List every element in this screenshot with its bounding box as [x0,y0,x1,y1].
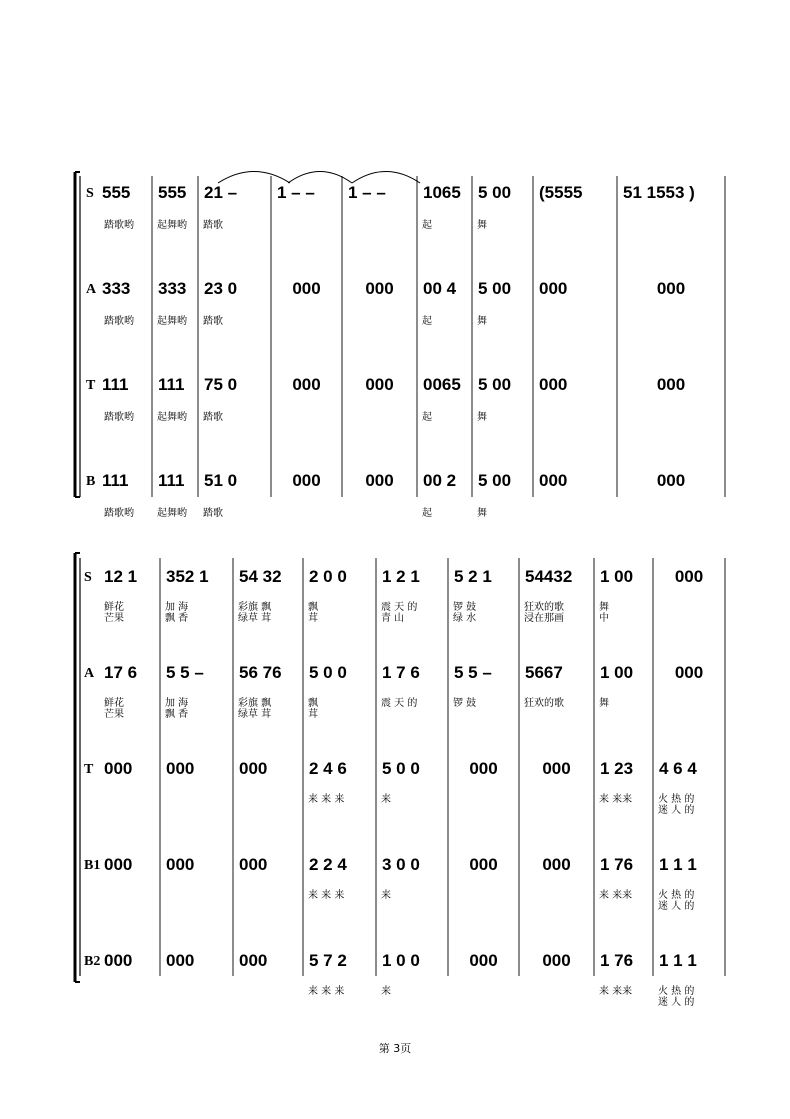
lyric-line: 迷 人 的 [658,901,695,912]
measure-notes: 352 1 [166,567,209,586]
measure-notes: 000 [469,759,498,778]
measure-notes: 51 0 [204,471,238,490]
lyric-line: 震 天 的 [381,698,418,709]
measure-notes: 4 6 4 [659,759,697,778]
part-label: T [86,378,96,393]
lyric-line: 起舞哟 [157,508,187,519]
lyric-line: 绿草 茸 [238,613,272,624]
measure-notes: 000 [656,471,686,490]
measure-notes: 000 [292,279,321,298]
lyric-line: 来 来来 [599,794,633,805]
measure-notes: 000 [365,375,394,394]
lyric-line: 来 来来 [599,986,633,997]
measure-notes: 000 [674,567,704,586]
lyric-line: 来 来来 [599,890,633,901]
measure-notes: 75 0 [204,375,238,394]
measure-notes: 1 2 1 [382,567,420,586]
measure-notes: 51 1553 ) [623,183,695,202]
measure-notes: 111 [158,471,185,490]
part-label: S [84,570,92,585]
measure-notes: 000 [539,279,568,298]
measure-notes: 1065 [423,183,461,202]
measure-notes: 000 [542,759,571,778]
lyric-line: 中 [599,613,609,624]
measure-notes: 5 00 [478,375,512,394]
lyric-line: 来 来 来 [308,890,345,901]
lyric-line: 来 [381,890,391,901]
part-label: B1 [84,858,101,873]
measure-notes: 000 [656,279,686,298]
lyric-line: 锣 鼓 [453,602,477,613]
measure-notes: 000 [365,471,394,490]
measure-notes: 5 0 0 [309,663,347,682]
lyric-line: 舞 [477,316,487,327]
lyric-line: 芒果 [104,709,124,720]
measure-notes: 333 [102,279,131,298]
lyric-line: 彩旗 飘 [238,602,272,613]
measure-notes: 54 32 [239,567,282,586]
lyric-line: 加 海 [165,602,189,613]
measure-notes: 000 [539,471,568,490]
lyric-line: 飘 [308,602,318,613]
lyric-line: 舞 [477,412,487,423]
lyric-line: 震 天 的 [381,602,418,613]
measure-notes: 000 [239,951,268,970]
lyric-line: 踏歌哟 [104,412,134,423]
measure-notes: 1 1 1 [659,855,697,874]
measure-notes: 000 [166,855,195,874]
page-number: 第 3页 [378,1042,412,1055]
lyric-line: 来 [381,794,391,805]
measure-notes: 333 [158,279,187,298]
part-label: A [84,666,95,681]
measure-notes: 1 76 [600,855,634,874]
measure-notes: 56 76 [239,663,282,682]
measure-notes: 1 23 [600,759,634,778]
lyric-line: 起 [422,508,432,519]
measure-notes: 1 1 1 [659,951,697,970]
measure-notes: 1 – – [348,183,386,202]
lyric-line: 舞 [477,220,487,231]
measure-notes: 000 [104,759,133,778]
measure-notes: 1 00 [600,663,634,682]
lyric-line: 舞 [599,698,609,709]
lyric-line: 踏歌哟 [104,220,134,231]
lyric-line: 踏歌哟 [104,508,134,519]
lyric-line: 起 [422,316,432,327]
measure-notes: 1 00 [600,567,634,586]
measure-notes: 21 – [204,183,238,202]
measure-notes: 000 [539,375,568,394]
lyric-line: 鲜花 [104,602,124,613]
measure-notes: 17 6 [104,663,138,682]
measure-notes: 2 4 6 [309,759,347,778]
slur-mark [352,172,420,184]
measure-notes: 5 00 [478,183,512,202]
lyric-line: 火 热 的 [658,794,695,805]
lyric-line: 来 来 来 [308,794,345,805]
measure-notes: 5 00 [478,279,512,298]
measure-notes: 000 [656,375,686,394]
measure-notes: 1 7 6 [382,663,420,682]
slur-mark [218,172,290,184]
measure-notes: 000 [469,855,498,874]
measure-notes: 000 [292,471,321,490]
measure-notes: 1 76 [600,951,634,970]
measure-notes: 5 00 [478,471,512,490]
lyric-line: 起舞哟 [157,412,187,423]
part-label: T [84,762,94,777]
measure-notes: 000 [542,855,571,874]
lyric-line: 起 [422,412,432,423]
lyric-line: 踏歌 [203,508,223,519]
lyric-line: 茸 [308,613,318,624]
measure-notes: 111 [158,375,185,394]
measure-notes: 54432 [525,567,573,586]
lyric-line: 加 海 [165,698,189,709]
lyric-line: 踏歌哟 [104,316,134,327]
lyric-line: 芒果 [104,613,124,624]
lyric-line: 彩旗 飘 [238,698,272,709]
measure-notes: 5 7 2 [309,951,347,970]
lyric-line: 来 [381,986,391,997]
measure-notes: 000 [239,855,268,874]
lyric-line: 火 热 的 [658,986,695,997]
measure-notes: 555 [102,183,131,202]
measure-notes: (5555 [539,183,583,202]
measure-notes: 1 0 0 [382,951,420,970]
lyric-line: 飘 香 [165,613,189,624]
lyric-line: 来 来 来 [308,986,345,997]
lyric-line: 舞 [477,508,487,519]
lyric-line: 起舞哟 [157,220,187,231]
lyric-line: 迷 人 的 [658,997,695,1008]
lyric-line: 狂欢的歌 [524,698,564,709]
measure-notes: 5 2 1 [454,567,492,586]
lyric-line: 绿草 茸 [238,709,272,720]
measure-notes: 5 0 0 [382,759,420,778]
measure-notes: 2 0 0 [309,567,347,586]
lyric-line: 锣 鼓 [453,698,477,709]
lyric-line: 茸 [308,709,318,720]
measure-notes: 5667 [525,663,563,682]
measure-notes: 00 4 [423,279,457,298]
lyric-line: 鲜花 [104,698,124,709]
measure-notes: 000 [469,951,498,970]
lyric-line: 绿 水 [453,613,477,624]
measure-notes: 000 [674,663,704,682]
lyric-line: 飘 [308,698,318,709]
measure-notes: 1 – – [277,183,315,202]
measure-notes: 000 [365,279,394,298]
lyric-line: 飘 香 [165,709,189,720]
measure-notes: 5 5 – [166,663,204,682]
measure-notes: 12 1 [104,567,138,586]
part-label: B2 [84,954,101,969]
part-label: B [86,474,96,489]
measure-notes: 0065 [423,375,461,394]
measure-notes: 000 [104,855,133,874]
measure-notes: 000 [239,759,268,778]
measure-notes: 000 [292,375,321,394]
lyric-line: 起 [422,220,432,231]
lyric-line: 踏歌 [203,316,223,327]
measure-notes: 111 [102,471,129,490]
lyric-line: 起舞哟 [157,316,187,327]
measure-notes: 23 0 [204,279,238,298]
lyric-line: 青 山 [381,613,405,624]
measure-notes: 00 2 [423,471,457,490]
measure-notes: 000 [166,759,195,778]
measure-notes: 000 [104,951,133,970]
lyric-line: 狂欢的歌 [524,602,564,613]
lyric-line: 舞 [599,602,609,613]
part-label: A [86,282,97,297]
measure-notes: 000 [166,951,195,970]
lyric-line: 踏歌 [203,412,223,423]
part-label: S [86,186,94,201]
lyric-line: 踏歌 [203,220,223,231]
measure-notes: 555 [158,183,187,202]
lyric-line: 火 热 的 [658,890,695,901]
lyric-line: 浸在那画 [524,613,564,624]
lyric-line: 迷 人 的 [658,805,695,816]
measure-notes: 3 0 0 [382,855,420,874]
measure-notes: 111 [102,375,129,394]
measure-notes: 5 5 – [454,663,492,682]
measure-notes: 2 2 4 [309,855,347,874]
measure-notes: 000 [542,951,571,970]
